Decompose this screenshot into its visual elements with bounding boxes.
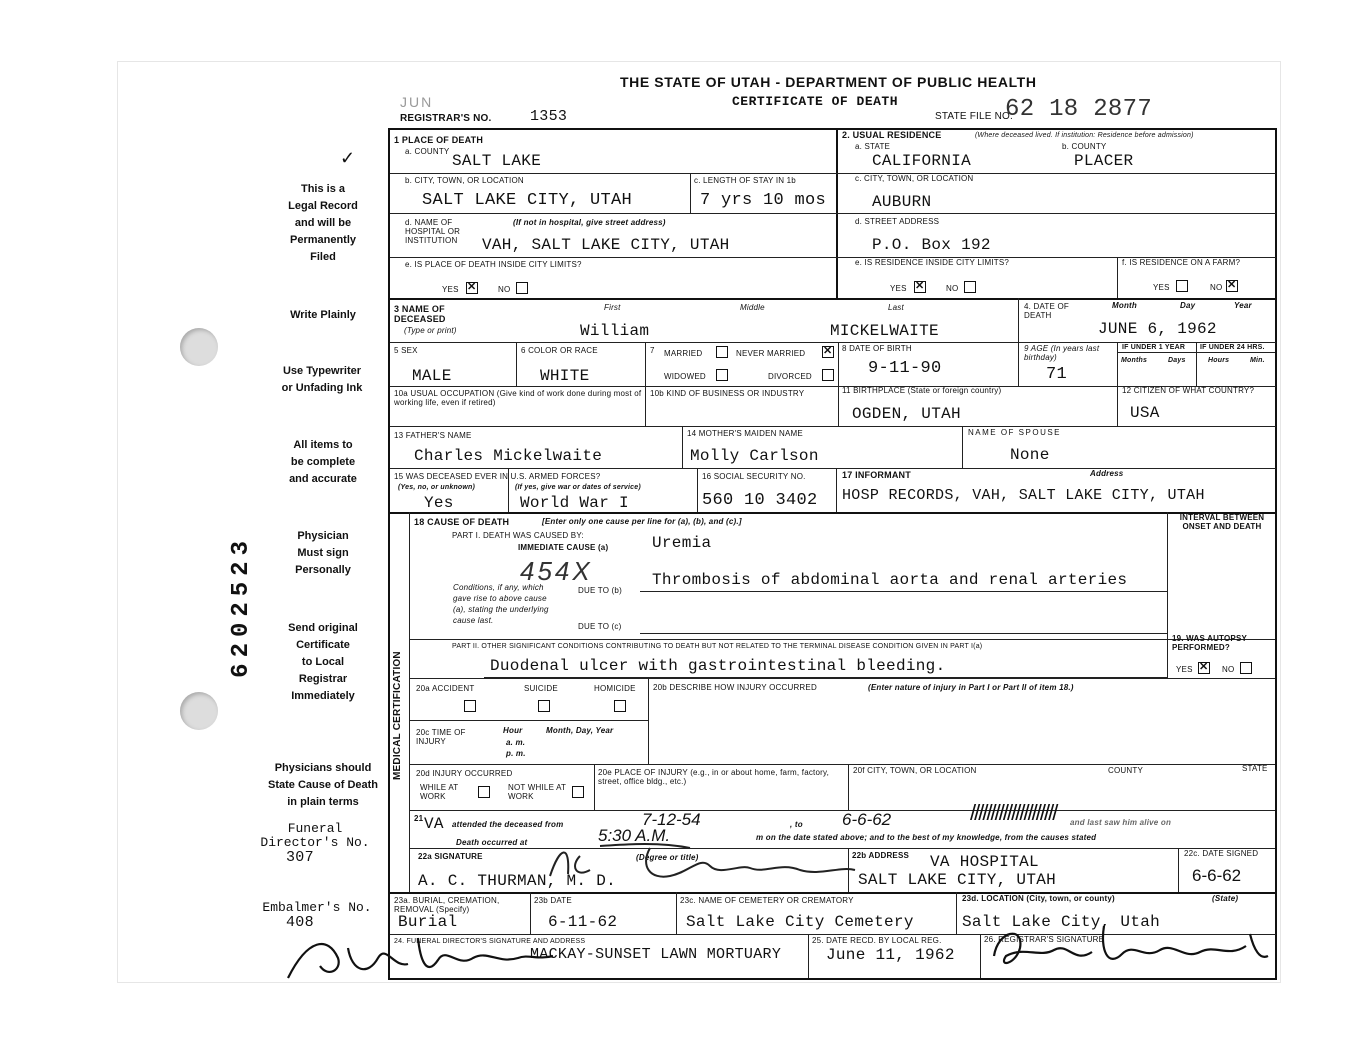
pod-inside-yes-checkbox[interactable] [466, 282, 478, 294]
physician-address-2: SALT LAKE CITY, UTAH [858, 871, 1057, 889]
part2-conditions: Duodenal ulcer with gastrointestinal bleeding. [490, 657, 946, 675]
res-city: AUBURN [872, 193, 932, 211]
injury-occurred-label: 20d INJURY OCCURRED [416, 769, 513, 778]
death-time: 5:30 A.M. [598, 826, 671, 845]
divorced-label: DIVORCED [768, 372, 812, 381]
autopsy-label: 19. WAS AUTOPSY PERFORMED? [1172, 634, 1247, 652]
pod-inside-limits-label: e. IS PLACE OF DEATH INSIDE CITY LIMITS? [405, 260, 582, 269]
check-mark: ✓ [340, 148, 356, 168]
write-plainly-note: Write Plainly [290, 309, 356, 321]
deceased-name-label: 3 NAME OF DECEASED [394, 304, 446, 324]
not-while-label: NOT WHILE AT WORK [508, 783, 566, 801]
attended-prefix: VA [424, 815, 444, 833]
farm-yes-label: YES [1153, 283, 1170, 292]
res-county-label: b. COUNTY [1062, 142, 1107, 151]
autopsy-yes-checkbox[interactable] [1198, 662, 1210, 674]
pod-yes-label: YES [442, 285, 459, 294]
never-married-label: NEVER MARRIED [736, 349, 806, 358]
immediate-cause-label: IMMEDIATE CAUSE (a) [518, 543, 609, 552]
res-inside-limits-label: e. IS RESIDENCE INSIDE CITY LIMITS? [855, 258, 1009, 267]
race-label: 6 COLOR OR RACE [521, 346, 598, 355]
res-street: P.O. Box 192 [872, 236, 991, 254]
sex-label: 5 SEX [394, 346, 418, 355]
physicians-should-note: Physicians should State Cause of Death in plain terms [267, 762, 379, 808]
never-married-checkbox[interactable] [822, 346, 834, 358]
race: WHITE [540, 367, 590, 385]
suicide-checkbox[interactable] [538, 700, 550, 712]
place-injury-label: 20e PLACE OF INJURY (e.g., in or about home, farm, factory, street, office bldg., etc.) [598, 768, 830, 786]
name-note: (Type or print) [404, 326, 457, 335]
accident-checkbox[interactable] [464, 700, 476, 712]
ssn-label: 16 SOCIAL SECURITY NO. [702, 472, 806, 481]
interval-label: INTERVAL BETWEEN ONSET AND DEATH [1179, 513, 1265, 531]
dod-day-label: Day [1180, 301, 1196, 310]
father-label: 13 FATHER'S NAME [394, 431, 472, 440]
send-original-note: Send original Certificate to Local Registrar Immediately [288, 622, 358, 702]
pod-stay: 7 yrs 10 mos [700, 191, 827, 210]
typewriter-note: Use Typewriter or Unfading Ink [281, 365, 363, 394]
res-inside-no-checkbox[interactable] [964, 281, 976, 293]
part1-label: PART I. DEATH WAS CAUSED BY: [452, 531, 584, 540]
res-city-label: c. CITY, TOWN, OR LOCATION [855, 174, 974, 183]
state-file-label: STATE FILE NO. [935, 111, 1013, 122]
place-of-death-label: 1 PLACE OF DEATH [394, 135, 484, 145]
pod-inside-no-checkbox[interactable] [516, 282, 528, 294]
farm-yes-checkbox[interactable] [1176, 280, 1188, 292]
pod-hospital: VAH, SALT LAKE CITY, UTAH [482, 236, 730, 254]
autopsy-no-checkbox[interactable] [1240, 662, 1252, 674]
pod-county: SALT LAKE [452, 152, 542, 170]
to-label: , to [790, 820, 803, 829]
age-label: 9 AGE (In years last birthday) [1024, 344, 1100, 362]
pm-label: p. m. [506, 749, 526, 758]
suicide-label: SUICIDE [524, 684, 558, 693]
attended-to: 6-6-62 [842, 810, 892, 829]
war-note: (If yes, give war or dates of service) [515, 484, 641, 491]
last-saw-label: and last saw him alive on [1070, 818, 1172, 827]
while-at-work-checkbox[interactable] [478, 786, 490, 798]
res-county: PLACER [1074, 152, 1134, 170]
deceased-first-name: William [580, 322, 650, 340]
business-label: 10b KIND OF BUSINESS OR INDUSTRY [650, 389, 805, 398]
injury-desc-label: 20b DESCRIBE HOW INJURY OCCURRED [653, 683, 817, 692]
punch-hole-bottom [180, 692, 218, 730]
birthplace-label: 11 BIRTHPLACE (State or foreign country) [842, 386, 1002, 395]
ssn: 560 10 3402 [702, 491, 818, 510]
res-state-label: a. STATE [855, 142, 891, 151]
spouse-name: None [1010, 446, 1050, 464]
father-name: Charles Mickelwaite [414, 447, 603, 465]
attended-label: attended the deceased from [452, 820, 564, 829]
signature-label: 22a SIGNATURE [418, 852, 483, 861]
date-signed-label: 22c. DATE SIGNED [1184, 849, 1259, 858]
pod-stay-label: c. LENGTH OF STAY IN 1b [694, 176, 796, 185]
res-inside-yes-checkbox[interactable] [914, 281, 926, 293]
widowed-checkbox[interactable] [716, 369, 728, 381]
middle-label: Middle [740, 303, 765, 312]
date-of-death-label: 4. DATE OF DEATH [1024, 302, 1069, 320]
farm-no-label: NO [1210, 283, 1223, 292]
birth-date-label: 8 DATE OF BIRTH [842, 344, 912, 353]
mother-label: 14 MOTHER'S MAIDEN NAME [687, 429, 803, 438]
last-label: Last [888, 303, 904, 312]
state-dept-title: THE STATE OF UTAH - DEPARTMENT OF PUBLIC HEALTH [620, 74, 1037, 90]
months-label: Months [1121, 357, 1148, 364]
armed-forces-label: 15 WAS DECEASED EVER IN U.S. ARMED FORCES? [394, 472, 601, 481]
vertical-serial-number: 6202523 [228, 535, 255, 678]
immediate-cause: Uremia [652, 534, 712, 552]
hour-label: Hour [503, 726, 523, 735]
mdy-label: Month, Day, Year [546, 726, 614, 735]
armed-forces: Yes [424, 494, 454, 512]
birthplace: OGDEN, UTAH [852, 405, 961, 423]
armed-note: (Yes, no, or unknown) [398, 484, 476, 491]
burial-date: 6-11-62 [548, 913, 618, 931]
burial-type: Burial [398, 913, 458, 931]
due-to-c-label: DUE TO (c) [578, 622, 622, 631]
time-injury-label: 20c TIME OF INJURY [416, 728, 466, 746]
deceased-last-name: MICKELWAITE [830, 322, 939, 340]
spouse-label: NAME OF SPOUSE [968, 428, 1062, 437]
certificate-title: CERTIFICATE OF DEATH [732, 94, 899, 109]
on-date-text: m on the date stated above; and to the best of my knowledge, from the causes stated [756, 833, 1097, 842]
pod-city: SALT LAKE CITY, UTAH [422, 191, 633, 210]
while-at-work-label: WHILE AT WORK [420, 783, 459, 801]
pod-county-label: a. COUNTY [405, 147, 450, 156]
punch-hole-top [180, 328, 218, 366]
accident-label: 20a ACCIDENT [416, 684, 475, 693]
registrar-no-label: REGISTRAR'S NO. [400, 113, 492, 124]
informant-label: 17 INFORMANT [842, 470, 911, 480]
cause-note: [Enter only one cause per line for (a), (b), and (c).] [542, 517, 742, 526]
pod-hospital-label: d. NAME OF HOSPITAL OR INSTITUTION [405, 218, 461, 245]
conditions-note: Conditions, if any, which gave rise to above cause (a), stating the underlying cause last. [453, 583, 549, 625]
registrar-signature [984, 916, 1274, 978]
res-no-label: NO [946, 284, 959, 293]
handwritten-code: 454X [520, 556, 593, 586]
hours-label: Hours [1208, 357, 1230, 364]
funeral-director-signature [268, 928, 558, 988]
attended-from: 7-12-54 [642, 810, 701, 829]
burial-label: 23a. BURIAL, CREMATION, REMOVAL (Specify) [394, 896, 500, 914]
pod-city-label: b. CITY, TOWN, OR LOCATION [405, 176, 524, 185]
injury-county-label: COUNTY [1108, 766, 1143, 775]
date-signed: 6-6-62 [1192, 866, 1242, 885]
injury-desc-note: (Enter nature of injury in Part I or Part II of item 18.) [868, 683, 1074, 692]
res-street-label: d. STREET ADDRESS [855, 217, 940, 226]
funeral-director-sig-label: 24. FUNERAL DIRECTOR'S SIGNATURE AND ADDRESS [394, 938, 586, 945]
min-label: Min. [1250, 357, 1265, 364]
under-1-year-label: IF UNDER 1 YEAR [1122, 344, 1186, 351]
farm-no-checkbox[interactable] [1226, 280, 1238, 292]
burial-location-label: 23d. LOCATION (City, town, or county) [962, 894, 1115, 903]
cemetery: Salt Lake City Cemetery [686, 913, 914, 931]
war-served: World War I [520, 494, 629, 512]
autopsy-no-label: NO [1222, 665, 1235, 674]
farm-label: f. IS RESIDENCE ON A FARM? [1122, 258, 1241, 267]
widowed-label: WIDOWED [664, 372, 706, 381]
physician-sign-note: Physician Must sign Personally [295, 530, 351, 576]
married-label: MARRIED [664, 349, 703, 358]
days-label: Days [1168, 357, 1186, 364]
divorced-checkbox[interactable] [822, 369, 834, 381]
burial-location: Salt Lake City, Utah [962, 913, 1161, 931]
complete-note: All items to be complete and accurate [289, 439, 357, 485]
burial-date-label: 23b DATE [534, 896, 572, 905]
funeral-director-no: 307 [286, 849, 314, 866]
recd-date-label: 25. DATE RECD. BY LOCAL REG. [812, 936, 942, 945]
usual-residence-label: 2. USUAL RESIDENCE [842, 130, 942, 140]
registrar-sig-label: 26. REGISTRAR'S SIGNATURE [984, 935, 1105, 944]
funeral-director-label: Funeral Director's No. [260, 821, 370, 850]
death-occurred-label: Death occurred at [456, 838, 528, 847]
address-label: 22b ADDRESS [852, 851, 910, 860]
due-to-b-label: DUE TO (b) [578, 586, 622, 595]
birth-date: 9-11-90 [868, 359, 942, 378]
dod-month-label: Month [1112, 301, 1137, 310]
date-of-death: JUNE 6, 1962 [1098, 320, 1217, 338]
recd-date: June 11, 1962 [826, 946, 955, 964]
cause-b: Thrombosis of abdominal aorta and renal arteries [652, 571, 1128, 589]
homicide-checkbox[interactable] [614, 700, 626, 712]
registrar-no: 1353 [530, 108, 568, 125]
cemetery-label: 23c. NAME OF CEMETERY OR CREMATORY [680, 896, 854, 905]
physician-address-1: VA HOSPITAL [930, 853, 1039, 871]
res-yes-label: YES [890, 284, 907, 293]
cause-of-death-label: 18 CAUSE OF DEATH [414, 517, 510, 527]
citizen-label: 12 CITIZEN OF WHAT COUNTRY? [1122, 386, 1255, 395]
marital-label: 7 [650, 346, 655, 355]
pod-hospital-note: (If not in hospital, give street address) [513, 218, 666, 227]
homicide-label: HOMICIDE [594, 684, 636, 693]
burial-state-label: (State) [1212, 894, 1239, 903]
res-state: CALIFORNIA [872, 152, 972, 170]
mortuary: MACKAY-SUNSET LAWN MORTUARY [530, 946, 782, 963]
not-while-checkbox[interactable] [572, 786, 584, 798]
embalmer-label: Embalmer's No. [262, 900, 372, 915]
dod-year-label: Year [1234, 301, 1252, 310]
married-checkbox[interactable] [716, 346, 728, 358]
sex: MALE [412, 367, 452, 385]
informant-address-label: Address [1090, 469, 1124, 478]
part2-label: PART II. OTHER SIGNIFICANT CONDITIONS CONTRIBUTING TO DEATH BUT NOT RELATED TO THE TERMINAL DISEASE CONDITION GIVEN IN PART I(a) [452, 643, 983, 650]
medical-cert-vertical-label: MEDICAL CERTIFICATION [392, 651, 403, 780]
signer-name: A. C. THURMAN, M. D. [418, 872, 617, 890]
state-file-no: 62 18 2877 [1005, 96, 1153, 123]
under-24-hrs-label: IF UNDER 24 HRS. [1200, 344, 1265, 351]
city-injury-label: 20f CITY, TOWN, OR LOCATION [853, 766, 977, 775]
citizen: USA [1130, 404, 1160, 422]
strikeout-marks: ///////////////////// [970, 800, 1057, 825]
first-label: First [604, 303, 621, 312]
embalmer-no: 408 [286, 914, 314, 931]
received-stamp: JUN [400, 94, 434, 110]
autopsy-yes-label: YES [1176, 665, 1193, 674]
residence-note: (Where deceased lived. If institution: Residence before admission) [975, 132, 1194, 139]
age: 71 [1046, 365, 1068, 384]
am-label: a. m. [506, 738, 526, 747]
legal-record-note: This is a Legal Record and will be Permanently Filed [288, 183, 358, 263]
mother-name: Molly Carlson [690, 447, 819, 465]
degree-label: (Degree or title) [636, 853, 699, 862]
occupation-label: 10a USUAL OCCUPATION (Give kind of work done during most of working life, even if retired) [394, 389, 642, 407]
pod-no-label: NO [498, 285, 511, 294]
informant: HOSP RECORDS, VAH, SALT LAKE CITY, UTAH [842, 487, 1205, 504]
injury-state-label: STATE [1242, 764, 1268, 773]
